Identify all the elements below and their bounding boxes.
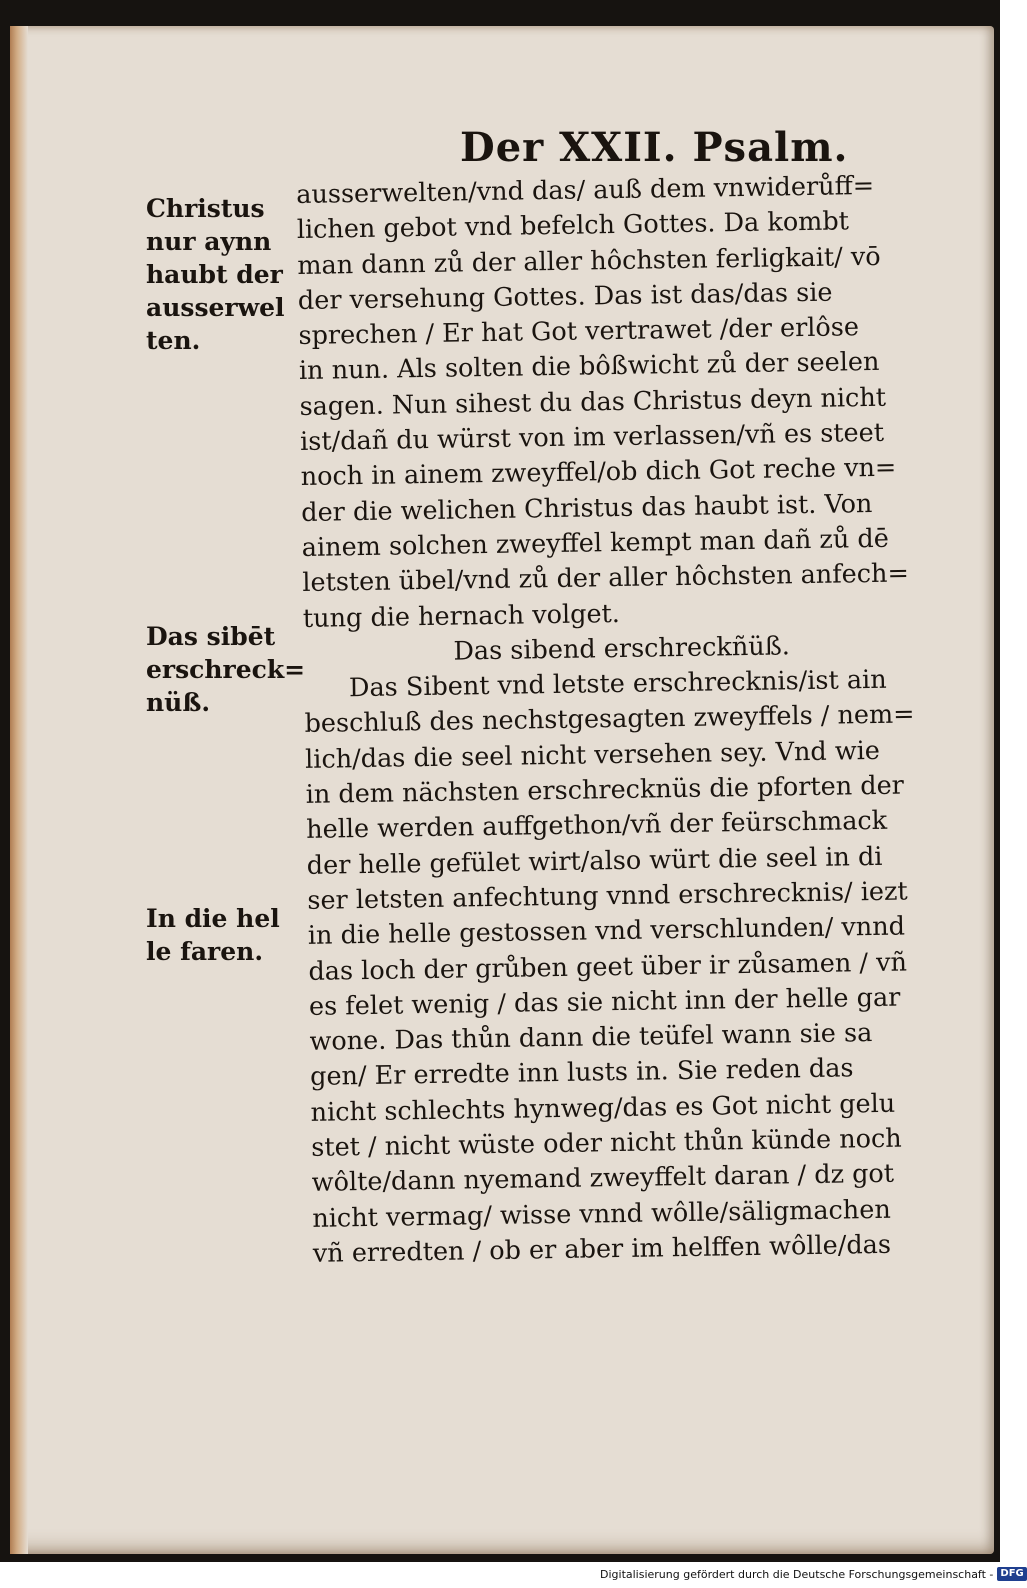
text-line: wôlte/dann nyemand zweyffelt daran / dz got xyxy=(311,1159,895,1199)
margin-note-line: Das sibēt xyxy=(146,622,276,651)
margin-note-line: nüß. xyxy=(146,688,211,717)
text-line: man dann zů der aller hôchsten ferligkait/ vō xyxy=(297,241,881,281)
text-line: beschluß des nechstgesagten zweyffels / nem= xyxy=(304,699,915,740)
text-line: der die welichen Christus das haubt ist. Von xyxy=(301,488,873,528)
margin-note-sibent xyxy=(146,620,305,719)
credit-text: Digitalisierung gefördert durch die Deutsche Forschungsgemeinschaft - xyxy=(600,1567,994,1581)
text-line: sagen. Nun sihest du das Christus deyn nicht xyxy=(299,382,887,422)
section-heading: Das sibend erschreckñüß. xyxy=(453,631,791,667)
text-line: in die helle gestossen vnd verschlunden/ vnnd xyxy=(307,911,906,952)
margin-note-line: Christus xyxy=(146,194,265,223)
text-line: letsten übel/vnd zů der aller hôchsten anfech= xyxy=(302,558,910,599)
text-line: ist/dañ du würst von im verlassen/vñ es steet xyxy=(299,417,885,458)
text-line: stet / nicht wüste oder nicht thůn künde noch xyxy=(311,1123,902,1163)
dfg-logo: DFG xyxy=(997,1567,1026,1581)
main-text-block xyxy=(296,168,973,1272)
margin-note-helle xyxy=(146,902,280,968)
text-line: ausserwelten/vnd das/ auß dem vnwiderůff= xyxy=(296,170,875,210)
margin-note-line: ten. xyxy=(146,326,201,355)
text-line: noch in ainem zweyffel/ob dich Got reche vn= xyxy=(300,452,897,493)
page-header: Der XXII. Psalm. xyxy=(460,124,849,171)
margin-note-line: erschreck= xyxy=(146,655,306,684)
text-line: lich/das die seel nicht versehen sey. Vnd wie xyxy=(304,735,881,775)
text-line: tung die hernach volget. xyxy=(302,598,621,634)
text-line: wone. Das thůn dann die teüfel wann sie sa xyxy=(309,1018,873,1058)
margin-note-christus xyxy=(146,192,285,357)
margin-note-line: In die hel xyxy=(146,904,280,933)
margin-note-line: haubt der xyxy=(146,260,283,289)
page-binding-edge xyxy=(10,26,28,1554)
text-line: nicht schlechts hynweg/das es Got nicht gelu xyxy=(310,1088,896,1128)
text-line: gen/ Er erredte inn lusts in. Sie reden das xyxy=(309,1053,854,1093)
text-line: in dem nächsten erschrecknüs die pforten der xyxy=(305,770,905,810)
margin-note-line: le faren. xyxy=(146,937,264,966)
text-line: vñ erredten / ob er aber im helffen wôlle/das xyxy=(312,1229,892,1269)
text-line: das loch der grůben geet über ir zůsamen / vñ xyxy=(308,947,908,987)
text-line: es felet wenig / das sie nicht inn der helle gar xyxy=(308,982,901,1022)
text-line: ainem solchen zweyffel kempt man dañ zů dē xyxy=(301,523,890,563)
text-line: der helle gefület wirt/also würt die seel in di xyxy=(306,841,883,881)
text-line: der versehung Gottes. Das ist das/das sie xyxy=(297,277,833,316)
text-line: Das Sibent vnd letste erschrecknis/ist ain xyxy=(348,664,887,704)
margin-note-line: ausserwel xyxy=(146,293,285,322)
text-line: nicht vermag/ wisse vnnd wôlle/säligmachen xyxy=(312,1194,891,1234)
text-line: lichen gebot vnd befelch Gottes. Da kombt xyxy=(296,206,850,246)
text-line: ser letsten anfechtung vnnd erschrecknis/ iezt xyxy=(307,876,908,916)
digitization-credit xyxy=(600,1565,1024,1583)
margin-note-line: nur aynn xyxy=(146,227,272,256)
text-line: sprechen / Er hat Got vertrawet /der erlôse xyxy=(298,312,860,352)
text-line: helle werden auffgethon/vñ der feürschmack xyxy=(306,806,888,846)
text-line: in nun. Als solten die bôßwicht zů der seelen xyxy=(298,347,880,387)
